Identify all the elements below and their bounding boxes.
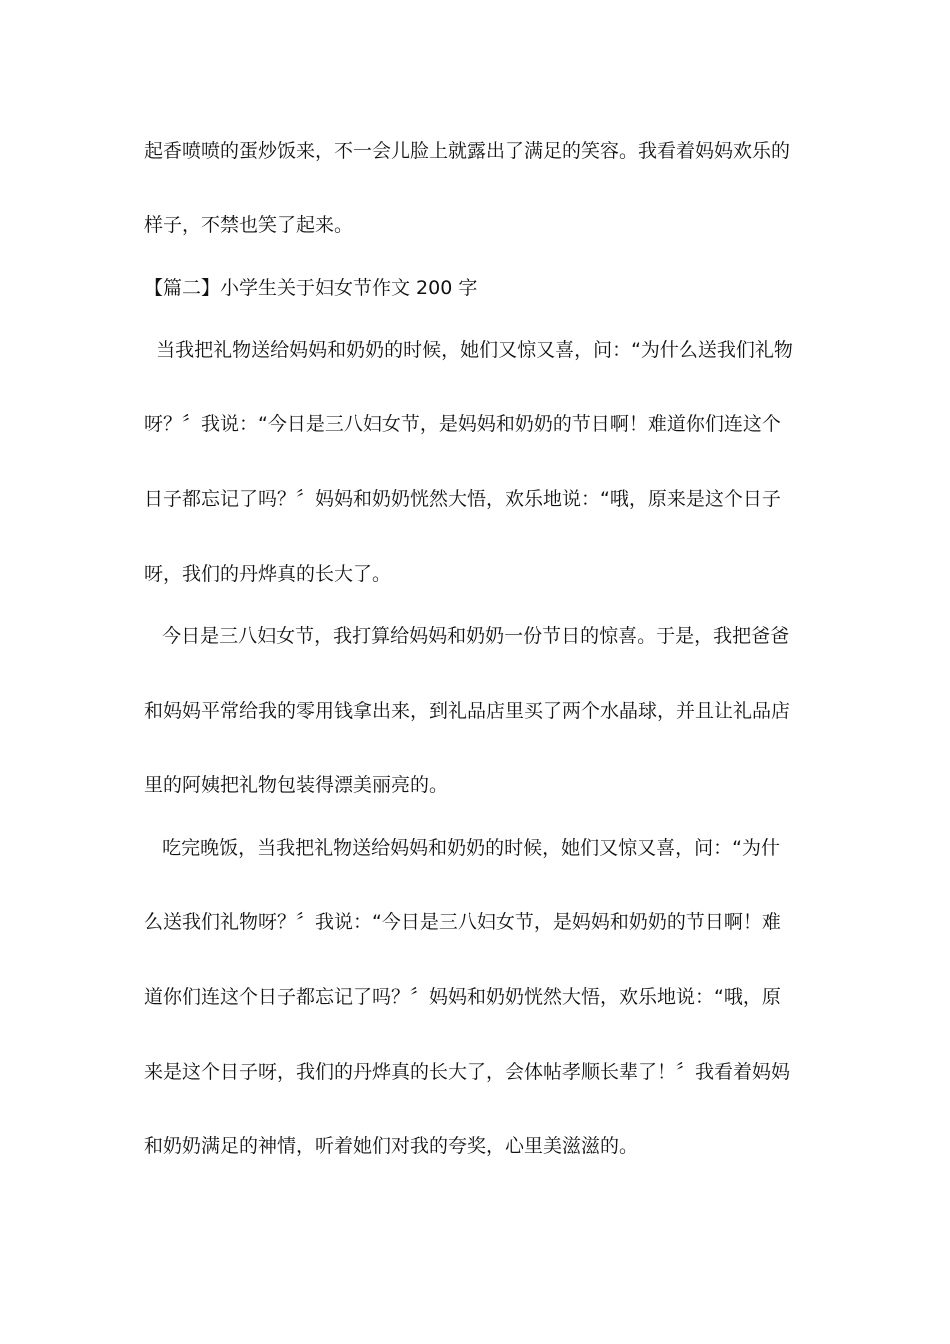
text-line-8: 和妈妈平常给我的零用钱拿出来，到礼品店里买了两个水晶球，并且让礼品店 bbox=[144, 700, 791, 722]
text-line-11: 么送我们礼物呀？〞我说：“今日是三八妇女节，是妈妈和奶奶的节日啊！难 bbox=[144, 911, 781, 933]
text-line-3: 当我把礼物送给妈妈和奶奶的时候，她们又惊又喜，问：“为什么送我们礼物 bbox=[144, 339, 793, 361]
text-line-13: 来是这个日子呀，我们的丹烨真的长大了，会体帖孝顺长辈了！〞我看着妈妈 bbox=[144, 1061, 791, 1083]
text-line-5: 日子都忘记了吗？〞妈妈和奶奶恍然大悟，欢乐地说：“哦，原来是这个日子 bbox=[144, 488, 781, 510]
text-line-10: 吃完晚饭，当我把礼物送给妈妈和奶奶的时候，她们又惊又喜，问：“为什 bbox=[144, 837, 780, 859]
text-line-12: 道你们连这个日子都忘记了吗？〞妈妈和奶奶恍然大悟，欢乐地说：“哦，原 bbox=[144, 986, 781, 1008]
text-line-4: 呀？〞我说：“今日是三八妇女节，是妈妈和奶奶的节日啊！难道你们连这个 bbox=[144, 413, 781, 435]
text-line-7: 今日是三八妇女节，我打算给妈妈和奶奶一份节日的惊喜。于是，我把爸爸 bbox=[144, 625, 790, 647]
text-line-6: 呀，我们的丹烨真的长大了。 bbox=[144, 563, 392, 585]
text-line-14: 和奶奶满足的神情，听着她们对我的夸奖，心里美滋滋的。 bbox=[144, 1135, 639, 1157]
text-line-2: 样子，不禁也笑了起来。 bbox=[144, 214, 354, 236]
text-line-1: 起香喷喷的蛋炒饭来，不一会儿脸上就露出了满足的笑容。我看着妈妈欢乐的 bbox=[144, 140, 791, 162]
text-line-9: 里的阿姨把礼物包装得漂美丽亮的。 bbox=[144, 774, 449, 796]
section-heading: 【篇二】小学生关于妇女节作文 200 字 bbox=[144, 277, 478, 299]
